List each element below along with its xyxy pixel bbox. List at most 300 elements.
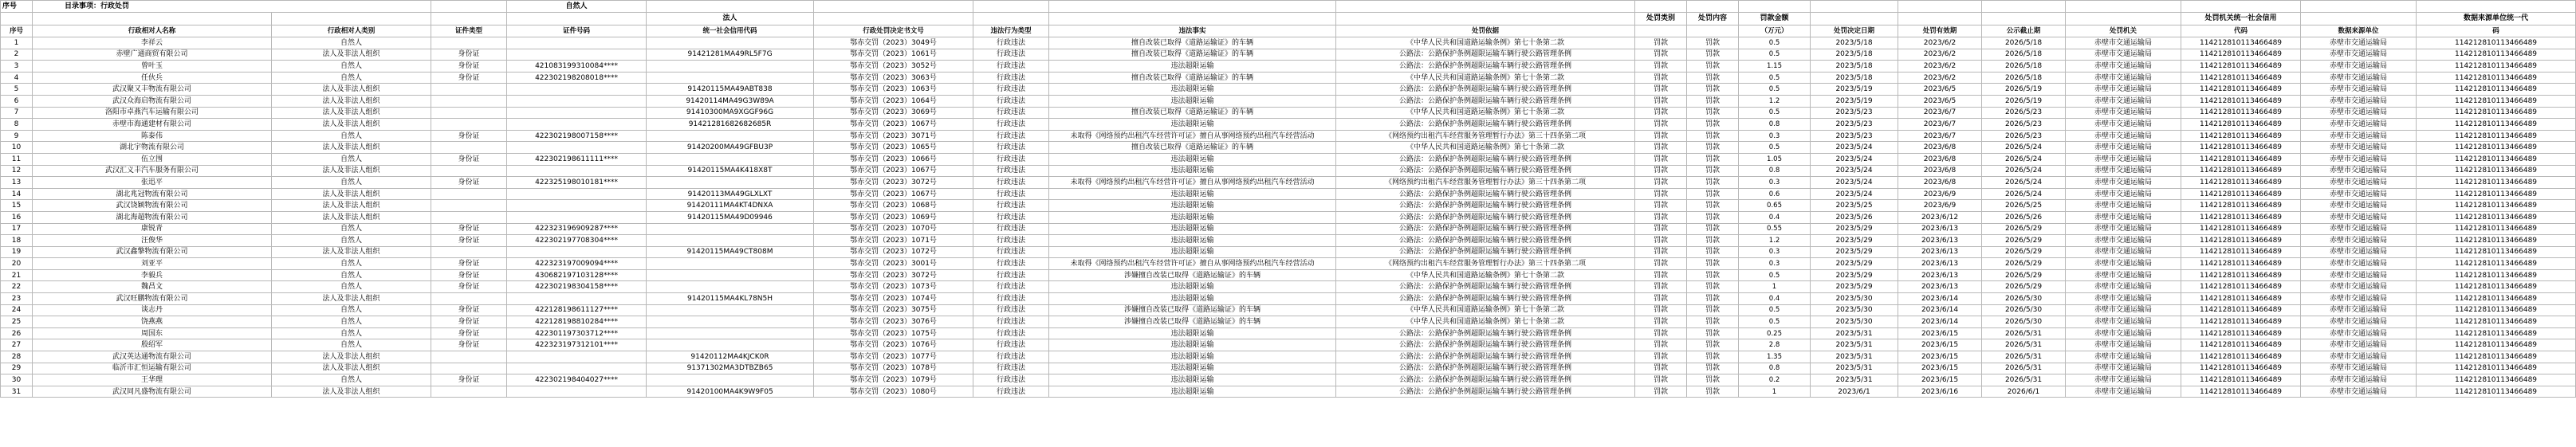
cell-cert-no[interactable] — [507, 84, 647, 96]
cell-credit-code[interactable]: 91420115MA49D09946 — [647, 211, 814, 223]
cell-cert-type[interactable] — [431, 165, 507, 177]
cell-decision-date[interactable]: 2023/5/23 — [1811, 107, 1898, 119]
cell-authority-code[interactable]: 114212810113466489 — [2181, 258, 2301, 270]
cell-counterpart-name[interactable]: 张迅平 — [33, 177, 272, 189]
cell-counterpart-category[interactable]: 自然人 — [272, 235, 431, 247]
cell-counterpart-category[interactable]: 自然人 — [272, 258, 431, 270]
cell-violation-type[interactable]: 行政违法 — [973, 153, 1049, 165]
cell-seq[interactable]: 28 — [1, 351, 33, 363]
cell-cert-no[interactable] — [507, 363, 647, 374]
cell-cert-no[interactable] — [507, 142, 647, 154]
cell-counterpart-name[interactable]: 赤壁广通商贸有限公司 — [33, 49, 272, 61]
cell-public-deadline[interactable]: 2026/5/24 — [1982, 142, 2066, 154]
cell-doc-no[interactable]: 鄂赤交罚（2023）1067号 — [814, 165, 973, 177]
cell-counterpart-name[interactable]: 赤壁市海通建材有限公司 — [33, 119, 272, 131]
cell-legal-basis[interactable]: 公路法：公路保护条例超限运输车辆行驶公路管理条例 — [1336, 200, 1635, 212]
cell-counterpart-name[interactable]: 曾叶玉 — [33, 61, 272, 73]
cell-violation-facts[interactable]: 擅自改装已取得《道路运输证》的车辆 — [1049, 37, 1336, 49]
cell-public-deadline[interactable]: 2026/5/29 — [1982, 246, 2066, 258]
cell-valid-until[interactable]: 2023/6/12 — [1898, 211, 1982, 223]
cell-authority-code[interactable]: 114212810113466489 — [2181, 142, 2301, 154]
cell-legal-basis[interactable]: 公路法：公路保护条例超限运输车辆行驶公路管理条例 — [1336, 246, 1635, 258]
empty-cell[interactable] — [1898, 13, 1982, 25]
cell-violation-facts[interactable]: 未取得《网络预约出租汽车经营许可证》擅自从事网络预约出租汽车经营活动 — [1049, 177, 1336, 189]
cell-source-code[interactable]: 114212810113466489 — [2417, 304, 2576, 316]
cell-counterpart-category[interactable]: 自然人 — [272, 281, 431, 293]
cell-counterpart-category[interactable]: 法人及非法人组织 — [272, 49, 431, 61]
header-source-code-top[interactable]: 数据来源单位统一代 — [2417, 13, 2576, 25]
cell-authority-code[interactable]: 114212810113466489 — [2181, 61, 2301, 73]
cell-penalty-cat[interactable]: 罚款 — [1635, 363, 1687, 374]
header-valid-until[interactable]: 处罚有效期 — [1898, 25, 1982, 37]
cell-doc-no[interactable]: 鄂赤交罚（2023）1077号 — [814, 351, 973, 363]
cell-credit-code[interactable] — [647, 339, 814, 351]
cell-legal-basis[interactable]: 公路法：公路保护条例超限运输车辆行驶公路管理条例 — [1336, 293, 1635, 305]
cell-public-deadline[interactable]: 2026/5/18 — [1982, 61, 2066, 73]
cell-cert-no[interactable]: 422323197312101**** — [507, 339, 647, 351]
cell-violation-facts[interactable]: 违法超限运输 — [1049, 165, 1336, 177]
cell-seq[interactable]: 11 — [1, 153, 33, 165]
cell-valid-until[interactable]: 2023/6/5 — [1898, 84, 1982, 96]
cell-cert-type[interactable] — [431, 200, 507, 212]
cell-doc-no[interactable]: 鄂赤交罚（2023）1067号 — [814, 119, 973, 131]
cell-doc-no[interactable]: 鄂赤交罚（2023）1070号 — [814, 223, 973, 235]
cell-source-code[interactable]: 114212810113466489 — [2417, 386, 2576, 398]
cell-penalty-content[interactable]: 罚款 — [1687, 95, 1739, 107]
cell-authority[interactable]: 赤壁市交通运输局 — [2066, 281, 2181, 293]
cell-seq[interactable]: 20 — [1, 258, 33, 270]
cell-cert-no[interactable]: 422302198611111**** — [507, 153, 647, 165]
cell-authority-code[interactable]: 114212810113466489 — [2181, 200, 2301, 212]
cell-source-code[interactable]: 114212810113466489 — [2417, 61, 2576, 73]
cell-source-code[interactable]: 114212810113466489 — [2417, 49, 2576, 61]
cell-counterpart-name[interactable]: 李祥云 — [33, 37, 272, 49]
cell-authority[interactable]: 赤壁市交通运输局 — [2066, 211, 2181, 223]
cell-fine-amount[interactable]: 0.3 — [1739, 258, 1811, 270]
cell-public-deadline[interactable]: 2026/5/18 — [1982, 72, 2066, 84]
cell-cert-no[interactable]: 422323197009094**** — [507, 258, 647, 270]
cell-valid-until[interactable]: 2023/6/14 — [1898, 293, 1982, 305]
cell-public-deadline[interactable]: 2026/5/30 — [1982, 293, 2066, 305]
cell-doc-no[interactable]: 鄂赤交罚（2023）3052号 — [814, 61, 973, 73]
cell-valid-until[interactable]: 2023/6/8 — [1898, 165, 1982, 177]
cell-credit-code[interactable] — [647, 153, 814, 165]
cell-decision-date[interactable]: 2023/5/24 — [1811, 153, 1898, 165]
cell-cert-no[interactable]: 422302197708304**** — [507, 235, 647, 247]
cell-penalty-cat[interactable]: 罚款 — [1635, 281, 1687, 293]
cell-doc-no[interactable]: 鄂赤交罚（2023）1071号 — [814, 235, 973, 247]
cell-violation-type[interactable]: 行政违法 — [973, 235, 1049, 247]
empty-cell[interactable] — [2301, 13, 2417, 25]
cell-penalty-content[interactable]: 罚款 — [1687, 72, 1739, 84]
cell-cert-type[interactable] — [431, 211, 507, 223]
cell-seq[interactable]: 27 — [1, 339, 33, 351]
cell-credit-code[interactable] — [647, 258, 814, 270]
empty-cell[interactable] — [1635, 1, 1687, 13]
cell-public-deadline[interactable]: 2026/5/23 — [1982, 119, 2066, 131]
cell-violation-facts[interactable]: 违法超限运输 — [1049, 200, 1336, 212]
empty-cell[interactable] — [272, 13, 431, 25]
cell-penalty-content[interactable]: 罚款 — [1687, 293, 1739, 305]
cell-cert-no[interactable]: 422323196909287**** — [507, 223, 647, 235]
header-doc-no[interactable]: 行政处罚决定书文号 — [814, 25, 973, 37]
cell-counterpart-category[interactable]: 自然人 — [272, 269, 431, 281]
empty-cell[interactable] — [647, 1, 814, 13]
cell-penalty-cat[interactable]: 罚款 — [1635, 258, 1687, 270]
cell-valid-until[interactable]: 2023/6/15 — [1898, 327, 1982, 339]
cell-authority-code[interactable]: 114212810113466489 — [2181, 316, 2301, 328]
cell-authority-code[interactable]: 114212810113466489 — [2181, 49, 2301, 61]
cell-source-code[interactable]: 114212810113466489 — [2417, 142, 2576, 154]
cell-public-deadline[interactable]: 2026/5/18 — [1982, 37, 2066, 49]
cell-public-deadline[interactable]: 2026/5/18 — [1982, 49, 2066, 61]
cell-fine-amount[interactable]: 0.5 — [1739, 142, 1811, 154]
cell-cert-no[interactable] — [507, 107, 647, 119]
header-penalty-content-top[interactable]: 处罚内容 — [1687, 13, 1739, 25]
cell-credit-code[interactable]: 91420115MA49CT808M — [647, 246, 814, 258]
cell-decision-date[interactable]: 2023/5/24 — [1811, 177, 1898, 189]
cell-credit-code[interactable] — [647, 37, 814, 49]
cell-fine-amount[interactable]: 0.5 — [1739, 72, 1811, 84]
cell-violation-facts[interactable]: 涉嫌擅自改装已取得《道路运输证》的车辆 — [1049, 316, 1336, 328]
cell-source-unit[interactable]: 赤壁市交通运输局 — [2301, 363, 2417, 374]
cell-fine-amount[interactable]: 1.2 — [1739, 95, 1811, 107]
cell-cert-no[interactable]: 422302198208018**** — [507, 72, 647, 84]
cell-legal-basis[interactable]: 公路法：公路保护条例超限运输车辆行驶公路管理条例 — [1336, 235, 1635, 247]
cell-seq-title[interactable]: 序号 — [1, 1, 33, 13]
cell-authority[interactable]: 赤壁市交通运输局 — [2066, 304, 2181, 316]
cell-violation-facts[interactable]: 违法超限运输 — [1049, 235, 1336, 247]
empty-cell[interactable] — [33, 13, 272, 25]
cell-cert-no[interactable] — [507, 351, 647, 363]
cell-decision-date[interactable]: 2023/5/31 — [1811, 374, 1898, 386]
cell-cert-type[interactable] — [431, 386, 507, 398]
cell-legal-basis[interactable]: 公路法：公路保护条例超限运输车辆行驶公路管理条例 — [1336, 165, 1635, 177]
empty-cell[interactable] — [431, 1, 507, 13]
cell-credit-code[interactable] — [647, 374, 814, 386]
cell-seq[interactable]: 3 — [1, 61, 33, 73]
cell-penalty-content[interactable]: 罚款 — [1687, 49, 1739, 61]
cell-penalty-content[interactable]: 罚款 — [1687, 107, 1739, 119]
cell-authority-code[interactable]: 114212810113466489 — [2181, 188, 2301, 200]
cell-penalty-content[interactable]: 罚款 — [1687, 223, 1739, 235]
cell-credit-code[interactable]: 91420200MA49GFBU3P — [647, 142, 814, 154]
cell-violation-type[interactable]: 行政违法 — [973, 293, 1049, 305]
cell-authority-code[interactable]: 114212810113466489 — [2181, 130, 2301, 142]
cell-cert-no[interactable] — [507, 211, 647, 223]
cell-source-unit[interactable]: 赤壁市交通运输局 — [2301, 130, 2417, 142]
cell-authority[interactable]: 赤壁市交通运输局 — [2066, 95, 2181, 107]
cell-violation-type[interactable]: 行政违法 — [973, 95, 1049, 107]
cell-valid-until[interactable]: 2023/6/5 — [1898, 95, 1982, 107]
cell-counterpart-name[interactable]: 武汉鑫擎物流有限公司 — [33, 246, 272, 258]
cell-source-unit[interactable]: 赤壁市交通运输局 — [2301, 316, 2417, 328]
cell-seq[interactable]: 26 — [1, 327, 33, 339]
cell-cert-type[interactable] — [431, 351, 507, 363]
cell-authority[interactable]: 赤壁市交通运输局 — [2066, 351, 2181, 363]
cell-penalty-cat[interactable]: 罚款 — [1635, 339, 1687, 351]
cell-penalty-content[interactable]: 罚款 — [1687, 304, 1739, 316]
cell-decision-date[interactable]: 2023/5/31 — [1811, 351, 1898, 363]
cell-counterpart-name[interactable]: 湖北宇物流有限公司 — [33, 142, 272, 154]
cell-source-code[interactable]: 114212810113466489 — [2417, 177, 2576, 189]
cell-valid-until[interactable]: 2023/6/15 — [1898, 339, 1982, 351]
cell-doc-no[interactable]: 鄂赤交罚（2023）1063号 — [814, 84, 973, 96]
cell-fine-amount[interactable]: 1.2 — [1739, 235, 1811, 247]
cell-counterpart-name[interactable]: 武汉同凡盛物流有限公司 — [33, 386, 272, 398]
cell-cert-type[interactable] — [431, 37, 507, 49]
empty-cell[interactable] — [1635, 25, 1687, 37]
cell-counterpart-category[interactable]: 自然人 — [272, 316, 431, 328]
cell-counterpart-name[interactable]: 临沂市汇恒运输有限公司 — [33, 363, 272, 374]
empty-cell[interactable] — [814, 1, 973, 13]
cell-public-deadline[interactable]: 2026/6/1 — [1982, 386, 2066, 398]
cell-credit-code[interactable]: 91420115MA4K418X8T — [647, 165, 814, 177]
cell-authority-code[interactable]: 114212810113466489 — [2181, 351, 2301, 363]
cell-violation-facts[interactable]: 未取得《网络预约出租汽车经营许可证》擅自从事网络预约出租汽车经营活动 — [1049, 258, 1336, 270]
cell-authority[interactable]: 赤壁市交通运输局 — [2066, 107, 2181, 119]
cell-counterpart-category[interactable]: 法人及非法人组织 — [272, 211, 431, 223]
cell-counterpart-category[interactable]: 法人及非法人组织 — [272, 363, 431, 374]
cell-counterpart-name[interactable]: 王华理 — [33, 374, 272, 386]
cell-penalty-cat[interactable]: 罚款 — [1635, 293, 1687, 305]
cell-seq[interactable]: 24 — [1, 304, 33, 316]
cell-violation-type[interactable]: 行政违法 — [973, 246, 1049, 258]
cell-penalty-content[interactable]: 罚款 — [1687, 235, 1739, 247]
cell-penalty-content[interactable]: 罚款 — [1687, 258, 1739, 270]
cell-authority[interactable]: 赤壁市交通运输局 — [2066, 72, 2181, 84]
cell-penalty-content[interactable]: 罚款 — [1687, 142, 1739, 154]
cell-source-unit[interactable]: 赤壁市交通运输局 — [2301, 165, 2417, 177]
cell-authority-code[interactable]: 114212810113466489 — [2181, 339, 2301, 351]
cell-valid-until[interactable]: 2023/6/13 — [1898, 269, 1982, 281]
cell-doc-no[interactable]: 鄂赤交罚（2023）1067号 — [814, 188, 973, 200]
cell-authority[interactable]: 赤壁市交通运输局 — [2066, 363, 2181, 374]
cell-authority[interactable]: 赤壁市交通运输局 — [2066, 339, 2181, 351]
cell-penalty-cat[interactable]: 罚款 — [1635, 304, 1687, 316]
cell-violation-type[interactable]: 行政违法 — [973, 130, 1049, 142]
empty-cell[interactable] — [1982, 1, 2066, 13]
cell-decision-date[interactable]: 2023/5/18 — [1811, 61, 1898, 73]
cell-violation-facts[interactable]: 违法超限运输 — [1049, 363, 1336, 374]
cell-legal-basis[interactable]: 公路法：公路保护条例超限运输车辆行驶公路管理条例 — [1336, 351, 1635, 363]
cell-fine-amount[interactable]: 0.4 — [1739, 211, 1811, 223]
cell-authority[interactable]: 赤壁市交通运输局 — [2066, 49, 2181, 61]
cell-penalty-content[interactable]: 罚款 — [1687, 246, 1739, 258]
cell-counterpart-category[interactable]: 法人及非法人组织 — [272, 95, 431, 107]
cell-cert-no[interactable] — [507, 37, 647, 49]
cell-penalty-cat[interactable]: 罚款 — [1635, 72, 1687, 84]
cell-cert-no[interactable] — [507, 386, 647, 398]
cell-violation-type[interactable]: 行政违法 — [973, 61, 1049, 73]
cell-violation-facts[interactable]: 违法超限运输 — [1049, 293, 1336, 305]
cell-legal-basis[interactable]: 公路法：公路保护条例超限运输车辆行驶公路管理条例 — [1336, 188, 1635, 200]
cell-legal-basis[interactable]: 公路法：公路保护条例超限运输车辆行驶公路管理条例 — [1336, 119, 1635, 131]
cell-public-deadline[interactable]: 2026/5/19 — [1982, 95, 2066, 107]
empty-cell[interactable] — [973, 1, 1049, 13]
cell-cert-no[interactable] — [507, 188, 647, 200]
cell-violation-type[interactable]: 行政违法 — [973, 177, 1049, 189]
cell-cert-type[interactable]: 身份证 — [431, 177, 507, 189]
cell-doc-no[interactable]: 鄂赤交罚（2023）1064号 — [814, 95, 973, 107]
cell-violation-facts[interactable]: 违法超限运输 — [1049, 246, 1336, 258]
empty-cell[interactable] — [2181, 1, 2301, 13]
cell-authority-code[interactable]: 114212810113466489 — [2181, 84, 2301, 96]
cell-authority[interactable]: 赤壁市交通运输局 — [2066, 386, 2181, 398]
cell-fine-amount[interactable]: 0.55 — [1739, 223, 1811, 235]
cell-valid-until[interactable]: 2023/6/13 — [1898, 281, 1982, 293]
cell-legal-basis[interactable]: 《中华人民共和国道路运输条例》第七十条第二款 — [1336, 37, 1635, 49]
cell-authority-code[interactable]: 114212810113466489 — [2181, 304, 2301, 316]
cell-valid-until[interactable]: 2023/6/2 — [1898, 49, 1982, 61]
header-penalty-cat-top[interactable]: 处罚类别 — [1635, 13, 1687, 25]
cell-penalty-content[interactable]: 罚款 — [1687, 130, 1739, 142]
cell-authority-code[interactable]: 114212810113466489 — [2181, 177, 2301, 189]
cell-fine-amount[interactable]: 1.35 — [1739, 351, 1811, 363]
cell-violation-type[interactable]: 行政违法 — [973, 119, 1049, 131]
cell-fine-amount[interactable]: 0.5 — [1739, 84, 1811, 96]
cell-cert-type[interactable]: 身份证 — [431, 258, 507, 270]
cell-authority[interactable]: 赤壁市交通运输局 — [2066, 61, 2181, 73]
cell-valid-until[interactable]: 2023/6/8 — [1898, 153, 1982, 165]
cell-source-code[interactable]: 114212810113466489 — [2417, 269, 2576, 281]
cell-violation-type[interactable]: 行政违法 — [973, 327, 1049, 339]
cell-cert-type[interactable]: 身份证 — [431, 374, 507, 386]
cell-seq[interactable]: 13 — [1, 177, 33, 189]
empty-cell[interactable] — [2066, 13, 2181, 25]
cell-authority-code[interactable]: 114212810113466489 — [2181, 246, 2301, 258]
cell-valid-until[interactable]: 2023/6/2 — [1898, 61, 1982, 73]
cell-decision-date[interactable]: 2023/5/30 — [1811, 316, 1898, 328]
cell-seq[interactable]: 17 — [1, 223, 33, 235]
cell-credit-code[interactable] — [647, 130, 814, 142]
cell-credit-code[interactable]: 91421281682682685R — [647, 119, 814, 131]
cell-valid-until[interactable]: 2023/6/13 — [1898, 235, 1982, 247]
empty-cell[interactable] — [1336, 1, 1635, 13]
cell-source-code[interactable]: 114212810113466489 — [2417, 211, 2576, 223]
cell-source-code[interactable]: 114212810113466489 — [2417, 72, 2576, 84]
cell-public-deadline[interactable]: 2026/5/24 — [1982, 165, 2066, 177]
cell-valid-until[interactable]: 2023/6/2 — [1898, 37, 1982, 49]
cell-cert-type[interactable]: 身份证 — [431, 72, 507, 84]
cell-decision-date[interactable]: 2023/6/1 — [1811, 386, 1898, 398]
cell-source-unit[interactable]: 赤壁市交通运输局 — [2301, 37, 2417, 49]
cell-authority[interactable]: 赤壁市交通运输局 — [2066, 119, 2181, 131]
cell-legal-basis[interactable]: 公路法：公路保护条例超限运输车辆行驶公路管理条例 — [1336, 339, 1635, 351]
cell-credit-code[interactable] — [647, 316, 814, 328]
cell-fine-amount[interactable]: 1 — [1739, 386, 1811, 398]
cell-credit-code[interactable]: 91420112MA4KJCK0R — [647, 351, 814, 363]
cell-authority-code[interactable]: 114212810113466489 — [2181, 363, 2301, 374]
cell-counterpart-category[interactable]: 自然人 — [272, 130, 431, 142]
cell-cert-no[interactable] — [507, 49, 647, 61]
cell-doc-no[interactable]: 鄂赤交罚（2023）3063号 — [814, 72, 973, 84]
cell-source-code[interactable]: 114212810113466489 — [2417, 84, 2576, 96]
empty-cell[interactable] — [1811, 1, 1898, 13]
cell-counterpart-category[interactable]: 自然人 — [272, 304, 431, 316]
cell-penalty-content[interactable]: 罚款 — [1687, 316, 1739, 328]
cell-credit-code[interactable] — [647, 223, 814, 235]
cell-legal-basis[interactable]: 公路法：公路保护条例超限运输车辆行驶公路管理条例 — [1336, 223, 1635, 235]
cell-doc-no[interactable]: 鄂赤交罚（2023）1061号 — [814, 49, 973, 61]
cell-decision-date[interactable]: 2023/5/18 — [1811, 37, 1898, 49]
cell-counterpart-category[interactable]: 法人及非法人组织 — [272, 188, 431, 200]
cell-fine-amount[interactable]: 0.25 — [1739, 327, 1811, 339]
cell-violation-facts[interactable]: 擅自改装已取得《道路运输证》的车辆 — [1049, 72, 1336, 84]
cell-decision-date[interactable]: 2023/5/24 — [1811, 188, 1898, 200]
cell-violation-facts[interactable]: 违法超限运输 — [1049, 339, 1336, 351]
cell-cert-type[interactable]: 身份证 — [431, 130, 507, 142]
cell-cert-type[interactable]: 身份证 — [431, 281, 507, 293]
empty-cell[interactable] — [1687, 25, 1739, 37]
cell-seq[interactable]: 1 — [1, 37, 33, 49]
cell-violation-type[interactable]: 行政违法 — [973, 269, 1049, 281]
cell-penalty-content[interactable]: 罚款 — [1687, 165, 1739, 177]
cell-legal-basis[interactable]: 公路法：公路保护条例超限运输车辆行驶公路管理条例 — [1336, 386, 1635, 398]
cell-counterpart-name[interactable]: 湖北海超物流有限公司 — [33, 211, 272, 223]
cell-credit-code[interactable] — [647, 304, 814, 316]
cell-credit-code[interactable] — [647, 269, 814, 281]
header-fine-amount-unit[interactable]: （万元） — [1739, 25, 1811, 37]
cell-counterpart-category[interactable]: 法人及非法人组织 — [272, 246, 431, 258]
cell-source-unit[interactable]: 赤壁市交通运输局 — [2301, 119, 2417, 131]
cell-decision-date[interactable]: 2023/5/29 — [1811, 269, 1898, 281]
cell-penalty-cat[interactable]: 罚款 — [1635, 235, 1687, 247]
cell-counterpart-name[interactable]: 武汉英达通物流有限公司 — [33, 351, 272, 363]
cell-decision-date[interactable]: 2023/5/24 — [1811, 142, 1898, 154]
header-legal-basis[interactable]: 处罚依据 — [1336, 25, 1635, 37]
cell-public-deadline[interactable]: 2026/5/29 — [1982, 258, 2066, 270]
cell-penalty-cat[interactable]: 罚款 — [1635, 386, 1687, 398]
cell-penalty-content[interactable]: 罚款 — [1687, 269, 1739, 281]
cell-authority[interactable]: 赤壁市交通运输局 — [2066, 200, 2181, 212]
cell-doc-no[interactable]: 鄂赤交罚（2023）3049号 — [814, 37, 973, 49]
cell-source-unit[interactable]: 赤壁市交通运输局 — [2301, 339, 2417, 351]
empty-cell[interactable] — [2301, 1, 2417, 13]
cell-source-code[interactable]: 114212810113466489 — [2417, 363, 2576, 374]
cell-cert-type[interactable] — [431, 107, 507, 119]
cell-counterpart-category[interactable]: 法人及非法人组织 — [272, 107, 431, 119]
cell-counterpart-category[interactable]: 法人及非法人组织 — [272, 84, 431, 96]
cell-cert-no[interactable]: 422128198810284**** — [507, 316, 647, 328]
cell-valid-until[interactable]: 2023/6/7 — [1898, 130, 1982, 142]
cell-seq[interactable]: 5 — [1, 84, 33, 96]
empty-cell[interactable] — [1982, 13, 2066, 25]
cell-penalty-content[interactable]: 罚款 — [1687, 386, 1739, 398]
cell-fine-amount[interactable]: 0.6 — [1739, 188, 1811, 200]
cell-doc-no[interactable]: 鄂赤交罚（2023）1069号 — [814, 211, 973, 223]
cell-penalty-cat[interactable]: 罚款 — [1635, 188, 1687, 200]
cell-legal-basis[interactable]: 《网络预约出租汽车经营服务管理暂行办法》第三十四条第二项 — [1336, 177, 1635, 189]
cell-counterpart-name[interactable]: 伍立围 — [33, 153, 272, 165]
cell-fine-amount[interactable]: 0.5 — [1739, 37, 1811, 49]
cell-seq[interactable]: 2 — [1, 49, 33, 61]
cell-seq[interactable]: 22 — [1, 281, 33, 293]
cell-authority[interactable]: 赤壁市交通运输局 — [2066, 223, 2181, 235]
cell-authority[interactable]: 赤壁市交通运输局 — [2066, 165, 2181, 177]
cell-authority[interactable]: 赤壁市交通运输局 — [2066, 235, 2181, 247]
cell-public-deadline[interactable]: 2026/5/29 — [1982, 281, 2066, 293]
cell-legal-basis[interactable]: 《中华人民共和国道路运输条例》第七十条第二款 — [1336, 72, 1635, 84]
cell-doc-no[interactable]: 鄂赤交罚（2023）3076号 — [814, 316, 973, 328]
cell-decision-date[interactable]: 2023/5/18 — [1811, 49, 1898, 61]
cell-fine-amount[interactable]: 0.8 — [1739, 165, 1811, 177]
cell-decision-date[interactable]: 2023/5/29 — [1811, 223, 1898, 235]
cell-valid-until[interactable]: 2023/6/8 — [1898, 142, 1982, 154]
header-decision-date[interactable]: 处罚决定日期 — [1811, 25, 1898, 37]
cell-source-code[interactable]: 114212810113466489 — [2417, 351, 2576, 363]
cell-decision-date[interactable]: 2023/5/18 — [1811, 72, 1898, 84]
